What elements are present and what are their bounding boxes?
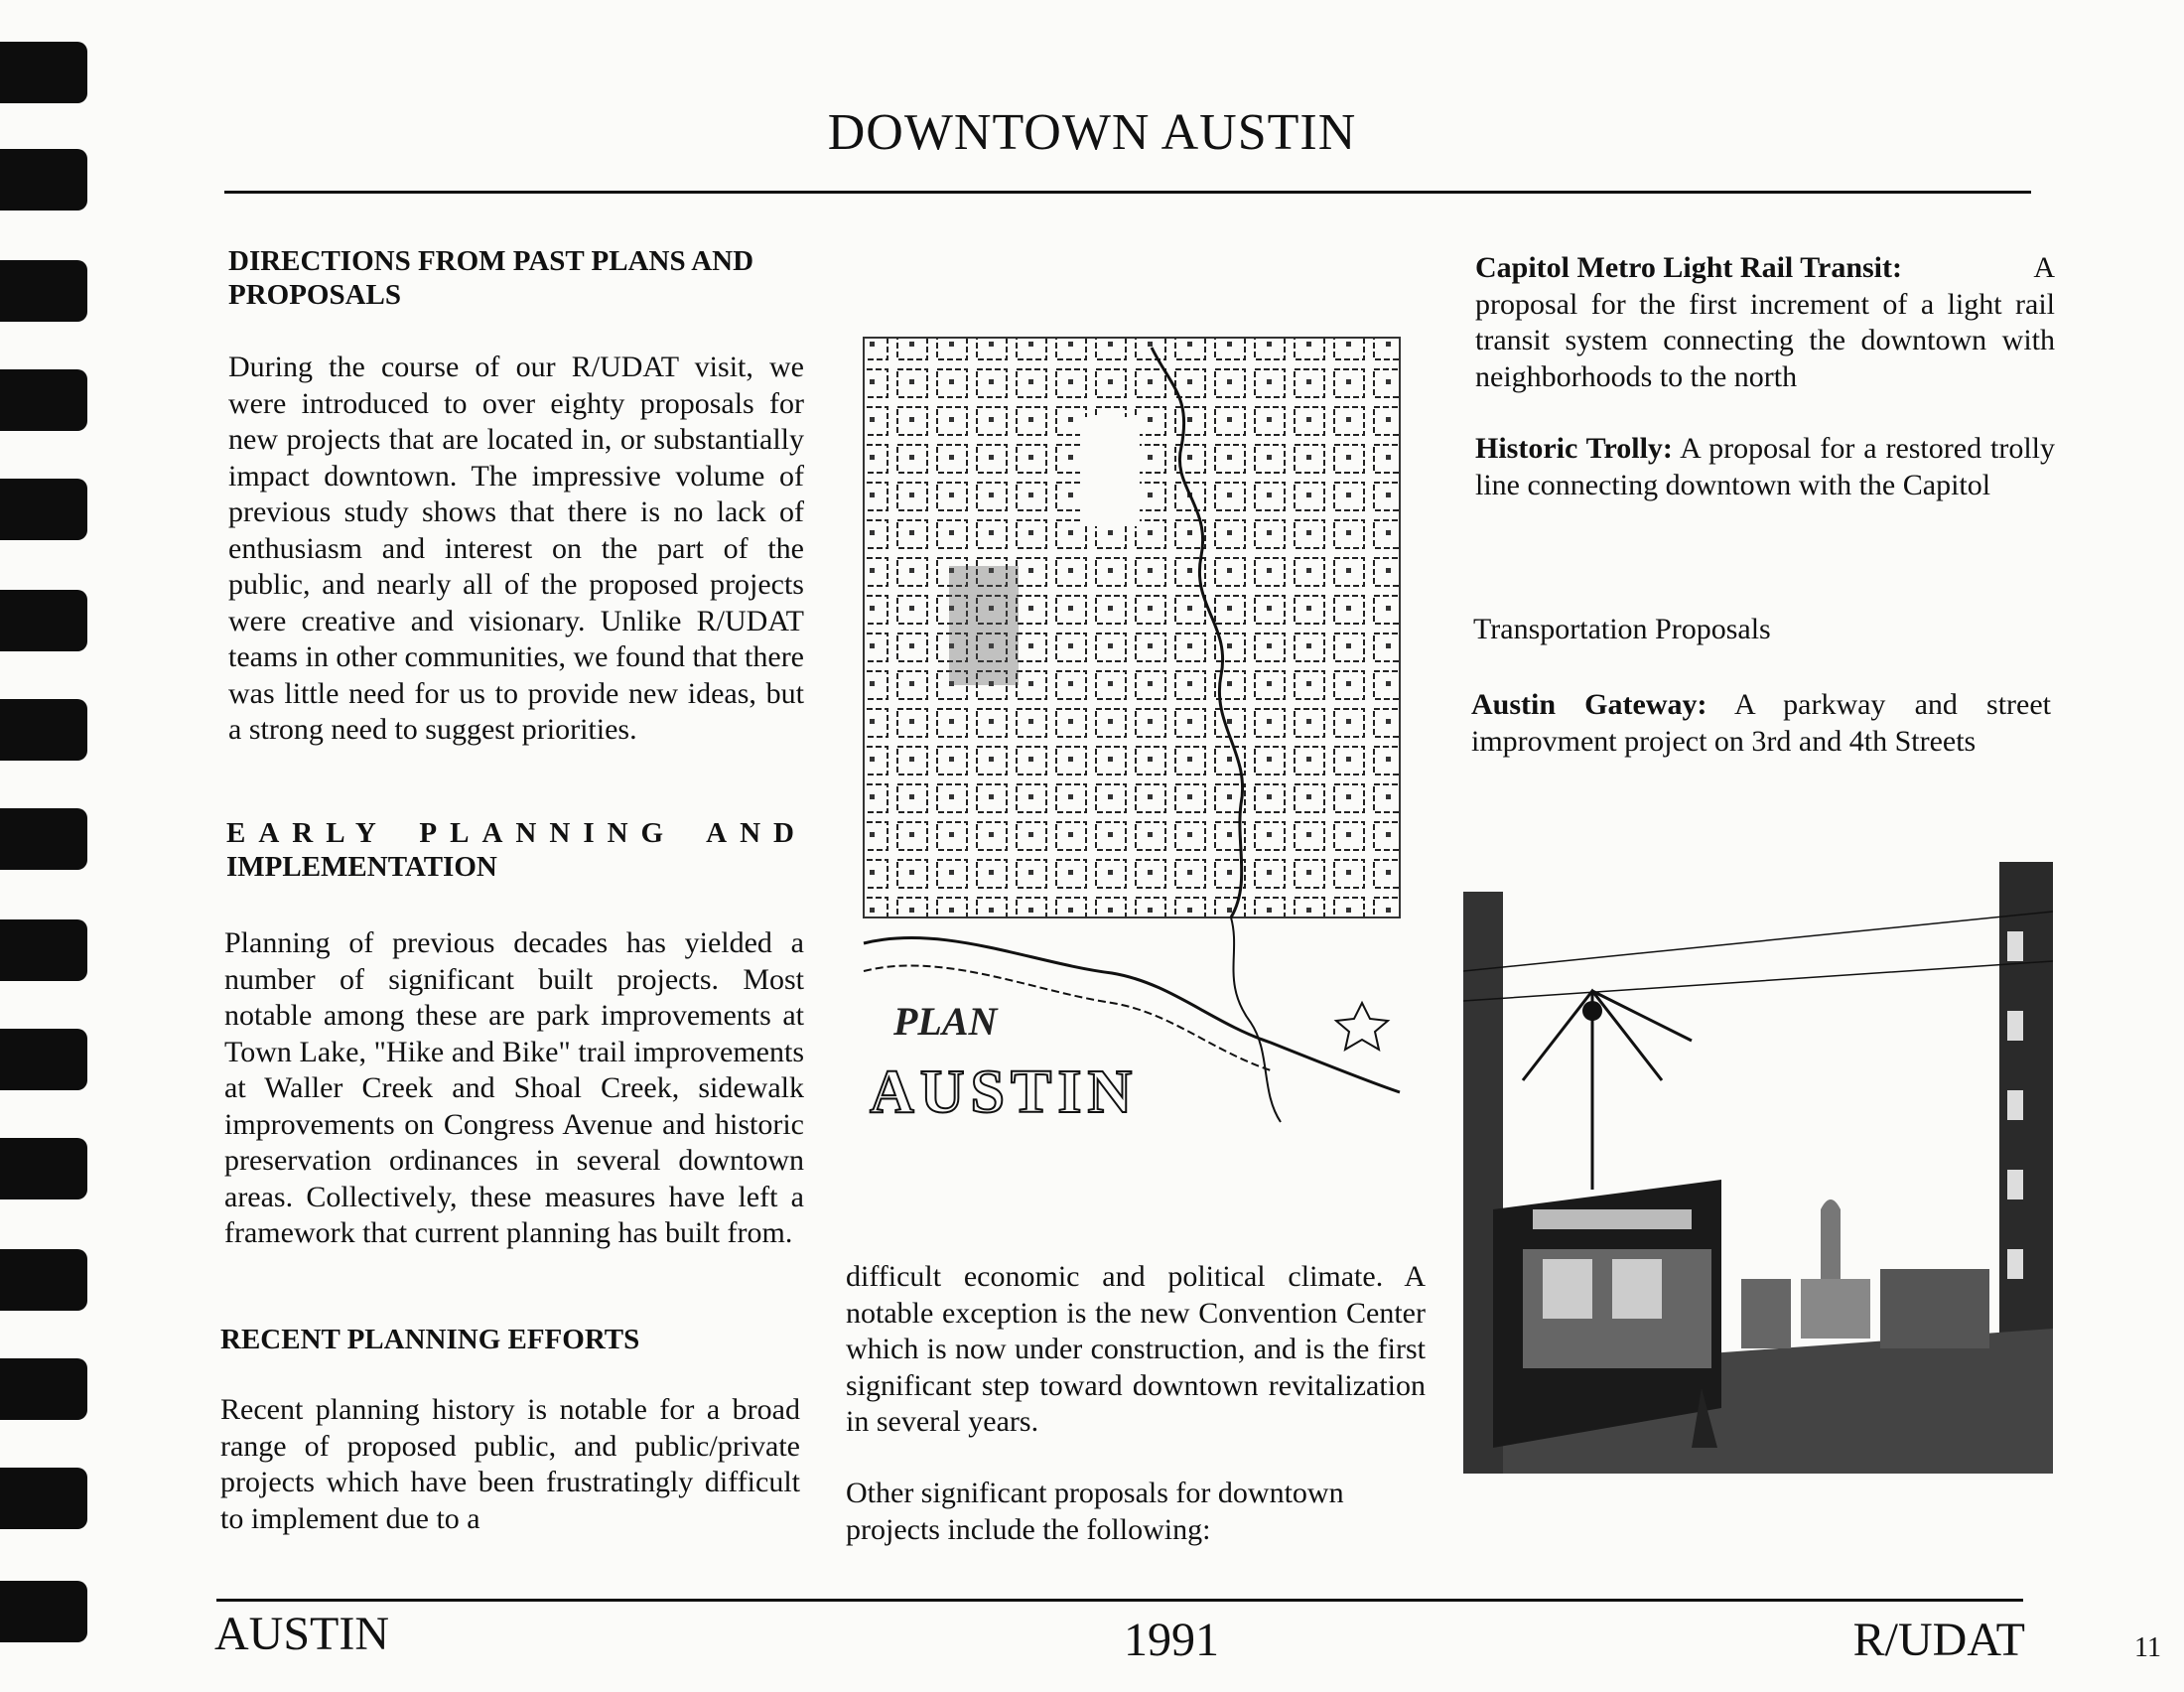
- map-label-city: AUSTIN: [870, 1058, 1139, 1126]
- heading-line-1: EARLY PLANNING AND: [226, 817, 807, 849]
- footer-year: 1991: [1124, 1614, 1219, 1666]
- section-heading-early-planning: [226, 816, 807, 884]
- item-light-rail-title: Capitol Metro Light Rail Transit:: [1475, 251, 1902, 284]
- paragraph-early-planning: Planning of previous decades has yielded a number of significant built projects. Most notable among these are park improvements at Town Lake, "Hike and Bike" trail improvements at Waller Creek and Shoal Creek, sidewalk improvements on Congress Avenue and historic preservation ordinances in several downtown areas. Collectively, these measures have left a framework that current planning has built from.: [224, 926, 804, 1249]
- section-heading-recent-efforts: RECENT PLANNING EFFORTS: [220, 1324, 640, 1355]
- historic-trolley-photo: [1463, 852, 2053, 1474]
- heading-line-2: IMPLEMENTATION: [226, 851, 497, 883]
- paragraph-recent-efforts: Recent planning history is notable for a broad range of proposed public, and public/private projects which have been frustratingly difficult to implement due to a: [220, 1393, 800, 1535]
- item-austin-gateway: [1471, 687, 2051, 760]
- spiral-binding: [0, 0, 89, 1692]
- footer-right: R/UDAT: [1852, 1614, 2025, 1666]
- page-title: DOWNTOWN AUSTIN: [827, 104, 1357, 161]
- paragraph-other-proposals: Other significant proposals for downtown projects include the following:: [846, 1477, 1344, 1546]
- section-heading-past-plans: DIRECTIONS FROM PAST PLANS AND PROPOSALS: [228, 245, 754, 311]
- header-rule: [224, 191, 2031, 194]
- austin-city-plan-map: [854, 328, 1410, 1132]
- map-label-plan: PLAN: [893, 999, 998, 1044]
- item-historic-trolly-title: Historic Trolly:: [1475, 432, 1673, 465]
- page-number: 11: [2134, 1632, 2161, 1663]
- item-light-rail: [1475, 250, 2055, 395]
- paragraph-past-plans: During the course of our R/UDAT visit, we were introduced to over eighty proposals for new projects that are located in, or substantially impact downtown. The impressive volume of previous study shows that there is no lack of enthusiasm and interest on the part of the public, and nearly all of the proposed projects were creative and visionary. Unlike R/UDAT teams in other communities, we found that there was little need for us to provide new ideas, but a strong need to suggest priorities.: [228, 351, 804, 746]
- item-light-rail-body: proposal for the first increment of a light rail transit system connecting the downtown with neighborhoods to the north: [1475, 287, 2055, 393]
- footer-rule: [216, 1599, 2023, 1602]
- footer-left: AUSTIN: [214, 1608, 389, 1660]
- item-light-rail-letter: A: [2033, 251, 2055, 284]
- item-austin-gateway-title: Austin Gateway:: [1471, 688, 1707, 721]
- paragraph-convention-center: difficult economic and political climate. A notable exception is the new Convention Center which is now under construction, and is the first significant step toward downtown revitalization in several years.: [846, 1260, 1426, 1438]
- item-historic-trolly-body: A proposal for a restored trolly line connecting downtown with the Capitol: [1475, 432, 2055, 501]
- item-historic-trolly: [1475, 431, 2055, 503]
- item-austin-gateway-body: A parkway and street improvment project on 3rd and 4th Streets: [1471, 688, 2051, 758]
- figure-caption: Transportation Proposals: [1473, 613, 1771, 645]
- compass-star-icon: [1336, 1003, 1388, 1050]
